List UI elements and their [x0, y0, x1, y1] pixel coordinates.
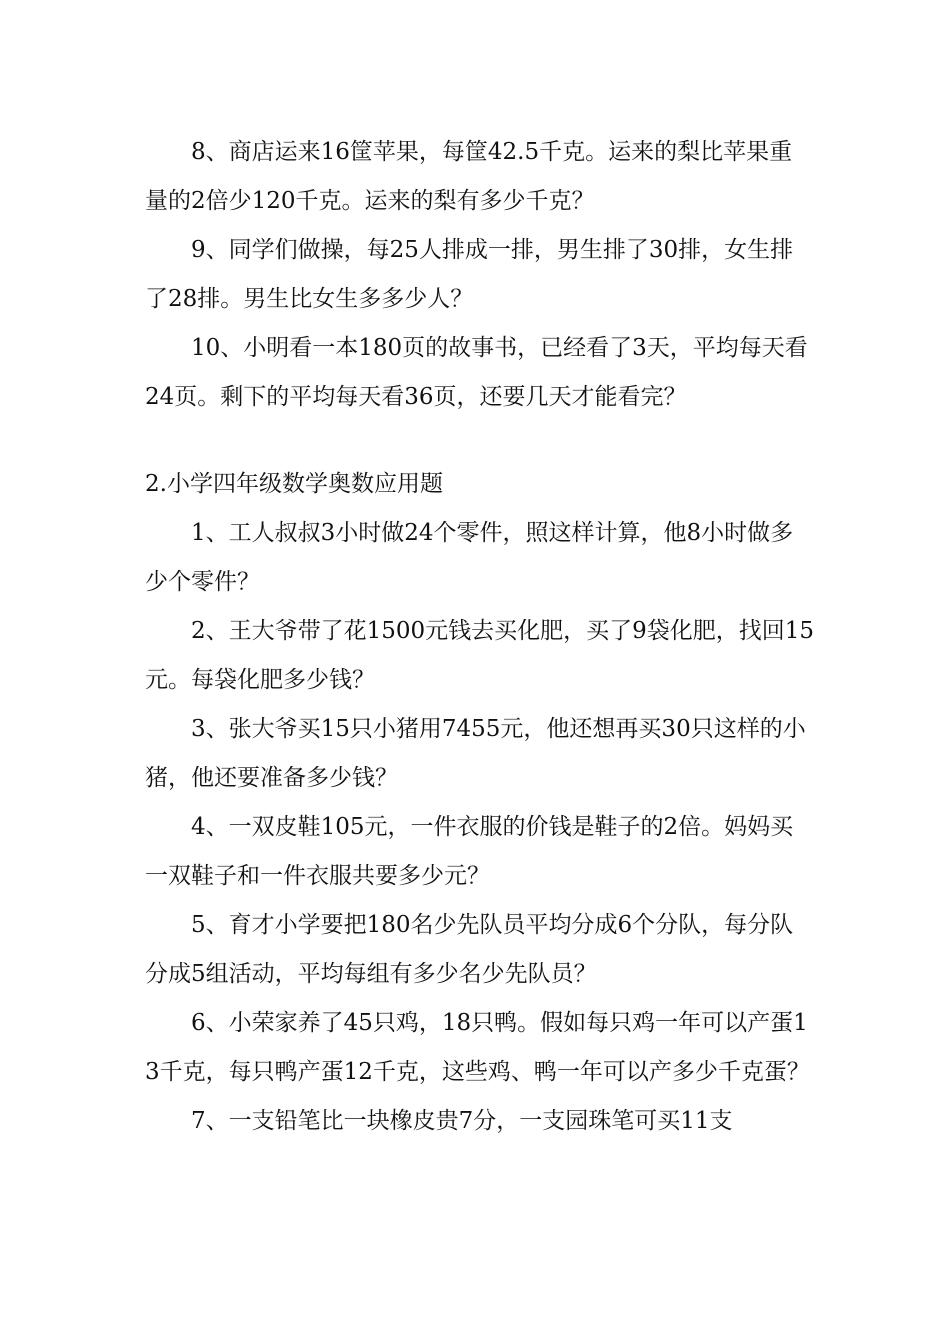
- problem-8: 8、商店运来16筐苹果，每筐42.5千克。运来的梨比苹果重量的2倍少120千克。运来的梨有多少千克？: [145, 139, 793, 214]
- s2-problem-6: 6、小荣家养了45只鸡，18只鸭。假如每只鸡一年可以产蛋13千克，每只鸭产蛋12千克，这些鸡、鸭一年可以产多少千克蛋？: [145, 1010, 810, 1085]
- s2-problem-1: 1、工人叔叔3小时做24个零件，照这样计算，他8小时做多少个零件？: [145, 520, 794, 595]
- problem-9: 9、同学们做操，每25人排成一排，男生排了30排，女生排了28排。男生比女生多多少人？: [145, 237, 794, 312]
- s2-problem-5: 5、育才小学要把180名少先队员平均分成6个分队，每分队分成5组活动，平均每组有多少名少先队员？: [145, 912, 794, 987]
- section-heading: 2.小学四年级数学奥数应用题: [145, 471, 443, 497]
- s2-problem-3: 3、张大爷买15只小猪用7455元，他还想再买30只这样的小猪，他还要准备多少钱？: [145, 716, 806, 791]
- s2-problem-7: 7、一支铅笔比一块橡皮贵7分，一支园珠笔可买11支: [191, 1108, 733, 1134]
- document-page: [145, 128, 815, 1146]
- s2-problem-4: 4、一双皮鞋105元，一件衣服的价钱是鞋子的2倍。妈妈买一双鞋子和一件衣服共要多少元？: [145, 814, 794, 889]
- s2-problem-2: 2、王大爷带了花1500元钱去买化肥，买了9袋化肥，找回15元。每袋化肥多少钱？: [145, 618, 815, 693]
- problem-10: 10、小明看一本180页的故事书，已经看了3天，平均每天看24页。剩下的平均每天看36页，还要几天才能看完？: [145, 335, 808, 410]
